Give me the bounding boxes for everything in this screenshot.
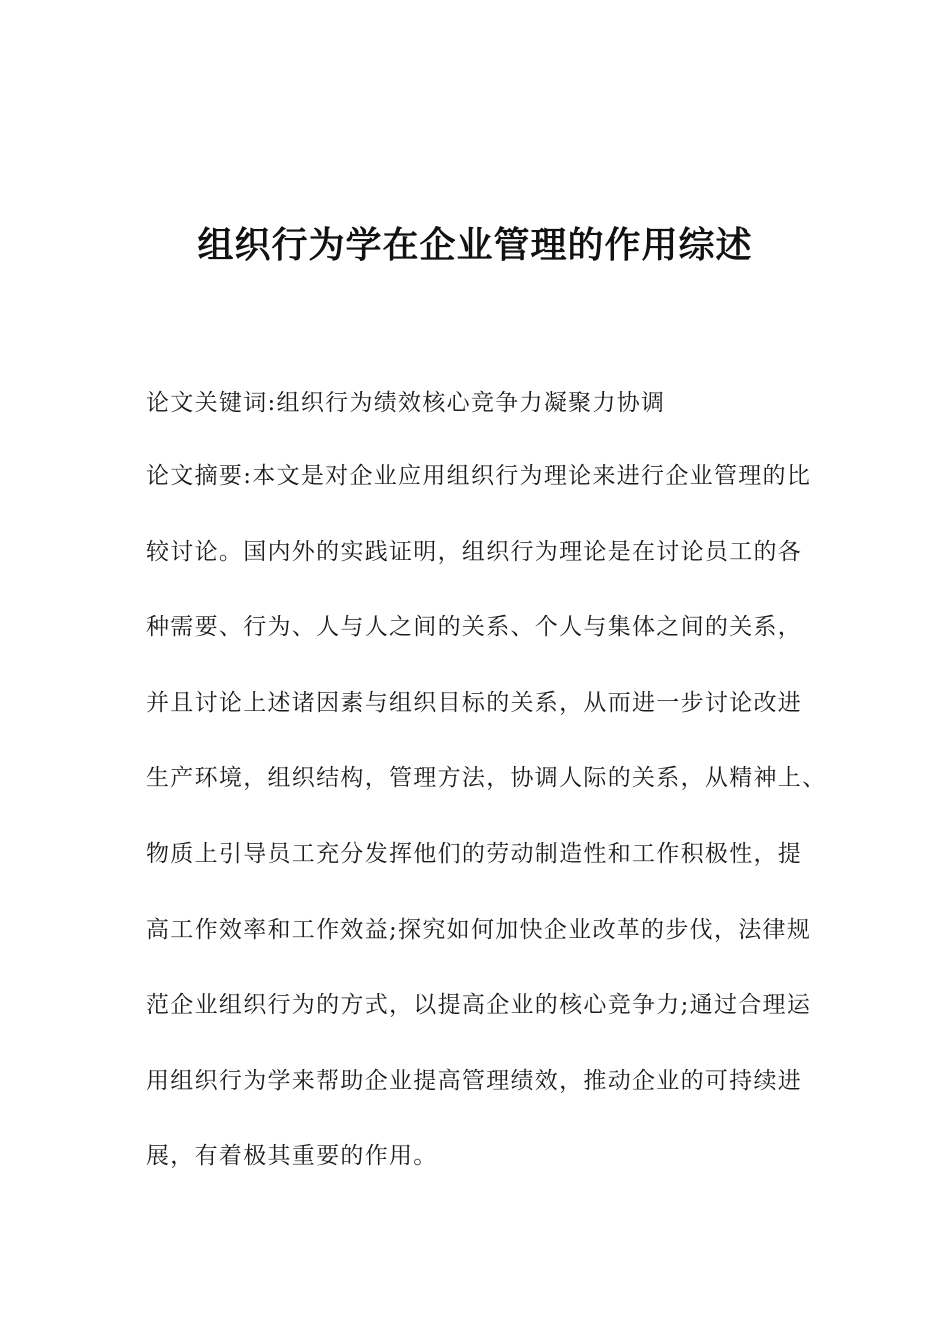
keywords-line: 论文关键词:组织行为绩效核心竞争力凝聚力协调	[146, 390, 666, 416]
abstract-line: 用组织行为学来帮助企业提高管理绩效，推动企业的可持续进	[146, 1067, 803, 1094]
abstract-line: 生产环境，组织结构，管理方法，协调人际的关系，从精神上、	[146, 765, 827, 792]
document-title: 组织行为学在企业管理的作用综述	[197, 225, 753, 266]
abstract-line: 物质上引导员工充分发挥他们的劳动制造性和工作积极性，提	[146, 840, 803, 867]
abstract-line: 并且讨论上述诸因素与组织目标的关系，从而进一步讨论改进	[146, 689, 803, 716]
abstract-paragraph	[146, 456, 836, 1212]
abstract-line: 范企业组织行为的方式，以提高企业的核心竞争力;通过合理运	[146, 992, 812, 1019]
abstract-line: 较讨论。国内外的实践证明，组织行为理论是在讨论员工的各	[146, 538, 803, 565]
abstract-line: 高工作效率和工作效益;探究如何加快企业改革的步伐，法律规	[146, 916, 812, 943]
abstract-line: 展，有着极其重要的作用。	[146, 1143, 438, 1170]
abstract-line: 论文摘要:本文是对企业应用组织行为理论来进行企业管理的比	[146, 463, 812, 489]
abstract-line: 种需要、行为、人与人之间的关系、个人与集体之间的关系，	[146, 614, 803, 641]
